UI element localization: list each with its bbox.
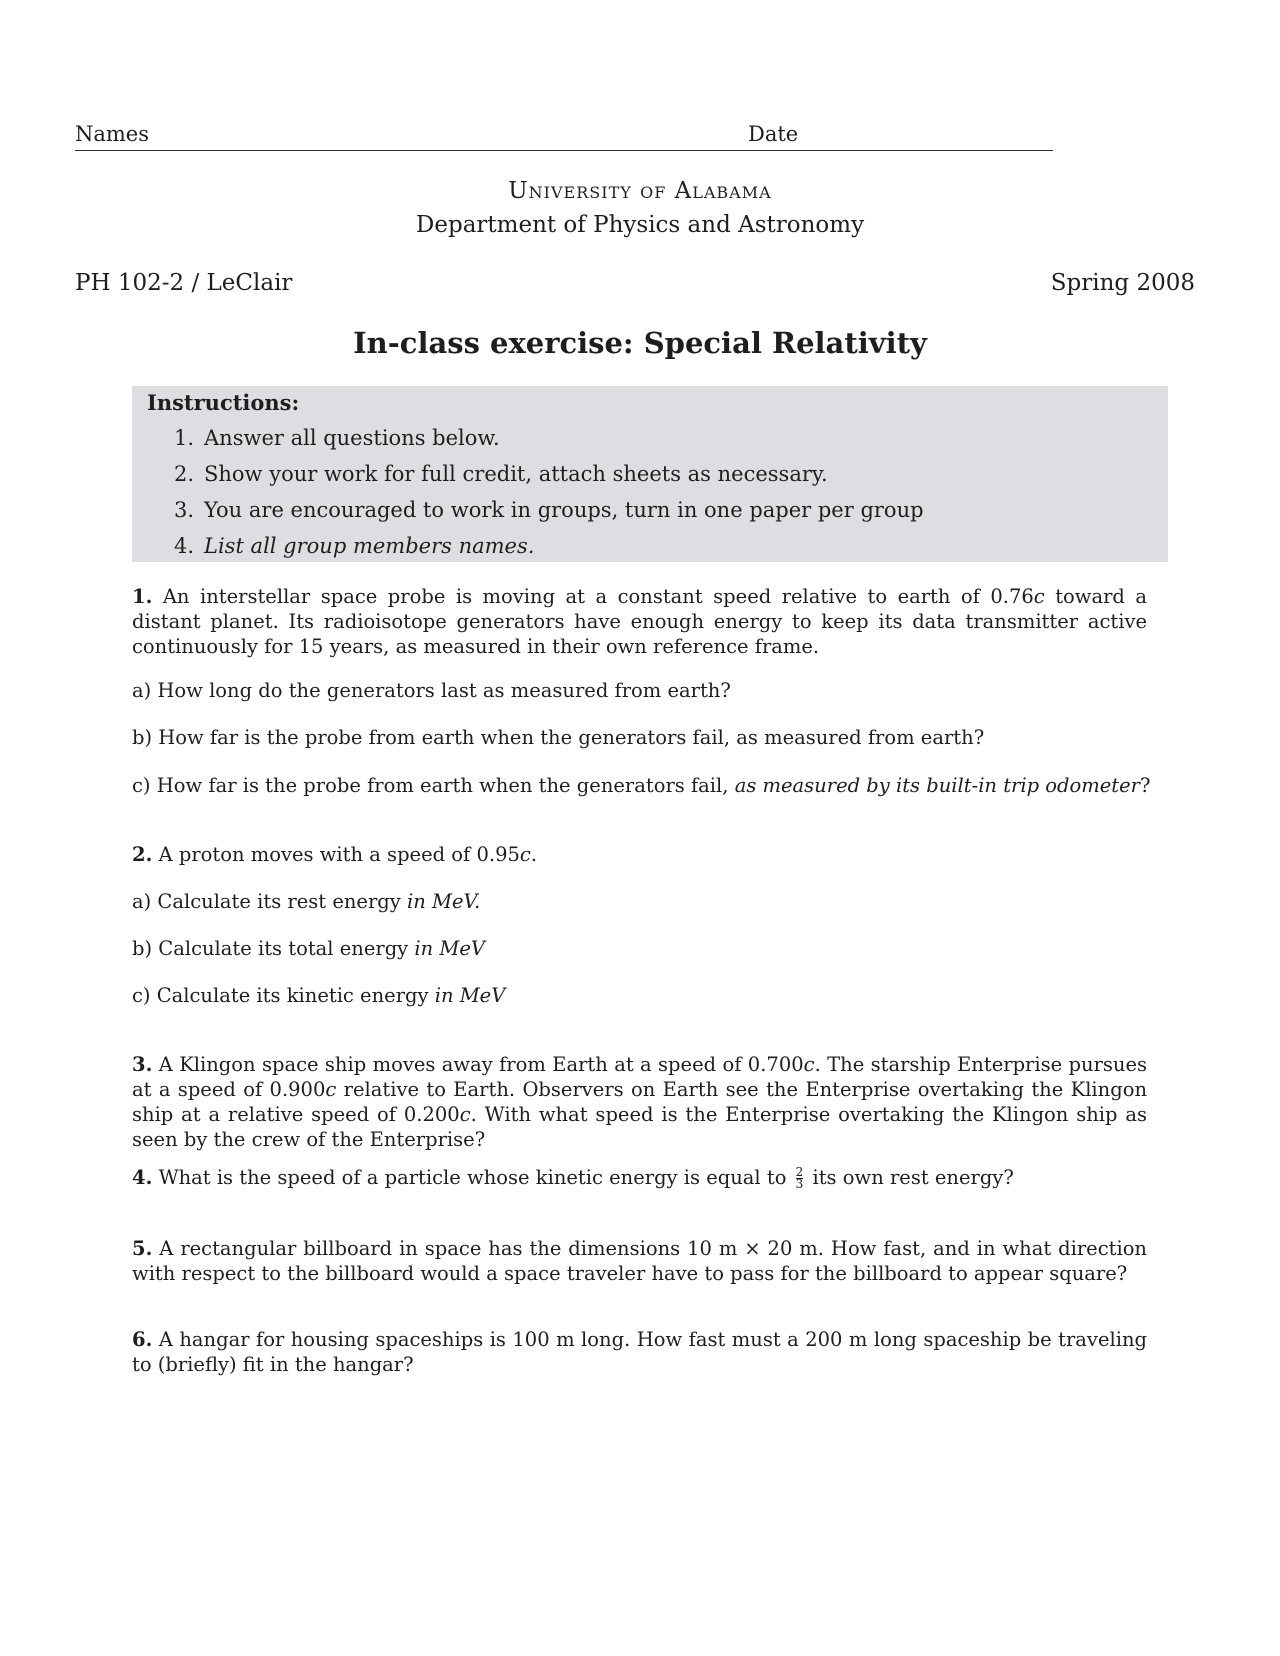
question-text: What is the speed of a particle whose kinetic energy is equal to: [158, 1166, 787, 1189]
question-4: [132, 1166, 1014, 1190]
term-label: Spring 2008: [1050, 270, 1195, 296]
instructions-heading: Instructions:: [147, 390, 300, 415]
instruction-number: 4.: [174, 534, 195, 558]
subquestion-text: a) Calculate its rest energy: [132, 890, 407, 913]
question-1c: [132, 774, 1150, 797]
question-number: 1.: [132, 585, 153, 608]
instruction-text: Answer all questions below.: [204, 426, 500, 450]
instruction-item: [174, 534, 534, 558]
question-3: [132, 1052, 1147, 1152]
question-text: An interstellar space probe is moving at a constant speed relative to earth of 0.76: [162, 585, 1034, 608]
question-number: 4.: [132, 1166, 153, 1189]
speed-of-light-symbol: c: [519, 843, 531, 866]
instruction-number: 3.: [174, 498, 195, 522]
question-2b: [132, 937, 485, 960]
question-number: 2.: [132, 843, 153, 866]
subquestion-unit: in MeV: [434, 984, 506, 1007]
question-2c: [132, 984, 505, 1007]
question-text: relative to Earth. Observers on Earth see the Enterprise overtaking the Klingon ship at a relative speed of 0.200: [132, 1078, 1148, 1126]
question-text: its own rest energy?: [812, 1166, 1014, 1189]
names-date-line: [75, 118, 1053, 151]
subquestion-emphasis: as measured by its built-in trip odometer: [734, 774, 1140, 797]
question-text: A Klingon space ship moves away from Earth at a speed of 0.700: [158, 1053, 804, 1076]
subquestion-unit: in MeV: [414, 937, 485, 960]
question-text: A rectangular billboard in space has the dimensions 10 m × 20 m. How fast, and in what direction with respect to the billboard would a space traveler have to pass for the billboard to appear square?: [132, 1237, 1147, 1285]
question-text: . With what speed is the Enterprise overtaking the Klingon ship as seen by the crew of the Enterprise?: [132, 1103, 1147, 1151]
question-6: [132, 1327, 1147, 1377]
question-end: .: [530, 843, 538, 866]
question-text: toward a distant planet. Its radioisotope generators have enough energy to keep its data transmitter active continuously for 15 years, as measured in their own reference frame.: [132, 585, 1147, 658]
names-label: Names: [75, 122, 150, 146]
fraction-numerator: 2: [795, 1165, 804, 1179]
question-2: [132, 843, 537, 866]
instruction-item: [174, 462, 828, 486]
speed-of-light-symbol: c: [1033, 585, 1045, 608]
subquestion-text: b) Calculate its total energy: [132, 937, 415, 960]
question-5: [132, 1236, 1147, 1286]
question-2a: [132, 890, 480, 913]
question-number: 5.: [132, 1237, 153, 1260]
question-number: 6.: [132, 1328, 153, 1351]
question-text: . The starship Enterprise pursues at a speed of 0.900: [132, 1053, 1148, 1101]
question-1b: b) How far is the probe from earth when the generators fail, as measured from earth?: [132, 726, 985, 749]
instruction-item: [174, 426, 500, 450]
subquestion-text: c) How far is the probe from earth when the generators fail,: [132, 774, 735, 797]
date-label: Date: [748, 122, 799, 146]
speed-of-light-symbol: c: [325, 1078, 337, 1101]
question-1a: a) How long do the generators last as measured from earth?: [132, 679, 731, 702]
question-text: A proton moves with a speed of 0.95: [158, 843, 520, 866]
subquestion-end: ?: [1139, 774, 1151, 797]
instruction-text: List all group members names.: [204, 534, 535, 558]
fraction-two-thirds: [796, 1167, 804, 1190]
instructions-box: [132, 386, 1168, 562]
subquestion-text: c) Calculate its kinetic energy: [132, 984, 435, 1007]
speed-of-light-symbol: c: [459, 1103, 471, 1126]
fraction-denominator: 3: [795, 1177, 804, 1191]
university-name: University of Alabama: [508, 178, 772, 204]
instruction-number: 1.: [174, 426, 195, 450]
course-label: PH 102-2 / LeClair: [75, 270, 293, 296]
question-number: 3.: [132, 1053, 153, 1076]
instruction-text: Show your work for full credit, attach sheets as necessary.: [204, 462, 828, 486]
instruction-number: 2.: [174, 462, 195, 486]
instruction-item: [174, 498, 924, 522]
speed-of-light-symbol: c: [803, 1053, 815, 1076]
page-title: In-class exercise: Special Relativity: [353, 326, 927, 360]
question-text: A hangar for housing spaceships is 100 m long. How fast must a 200 m long spaceship be traveling to (briefly) fit in the hangar?: [132, 1328, 1147, 1376]
subquestion-unit: in MeV.: [406, 890, 481, 913]
department-name: Department of Physics and Astronomy: [415, 212, 865, 238]
instruction-text: You are encouraged to work in groups, turn in one paper per group: [204, 498, 924, 522]
question-1: [132, 584, 1147, 659]
